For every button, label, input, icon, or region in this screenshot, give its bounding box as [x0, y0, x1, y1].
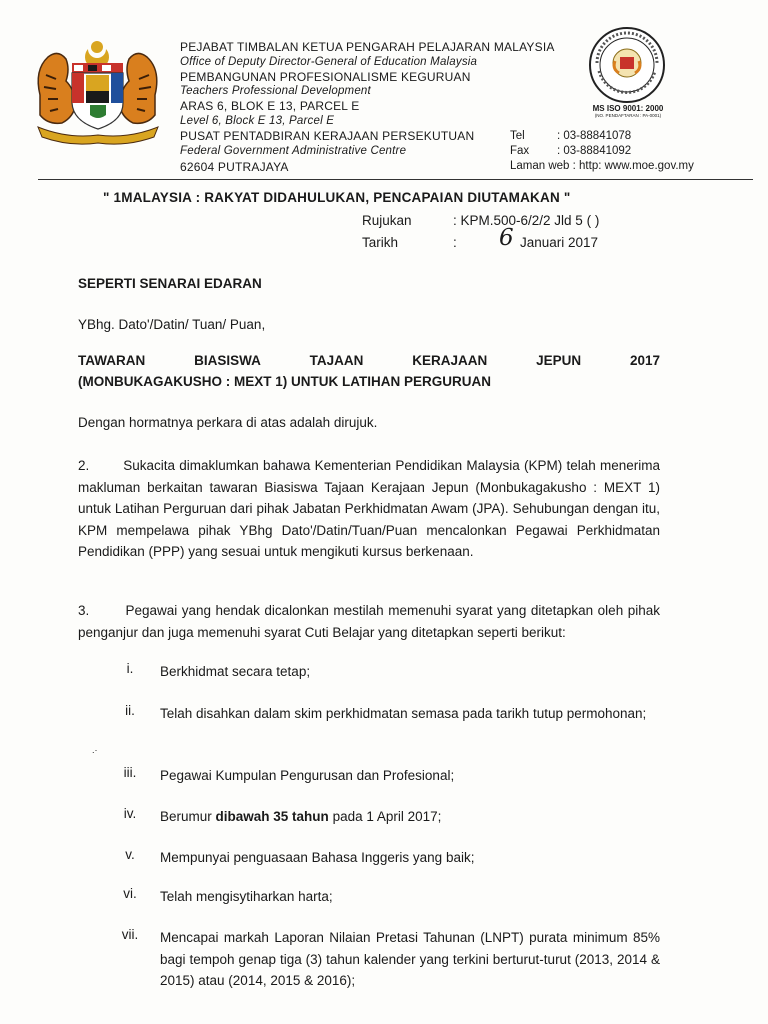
letterhead-divider [38, 179, 753, 180]
paragraph-3: 3. Pegawai yang hendak dicalonkan mestilah memenuhi syarat yang ditetapkan oleh pihak penganjur dan juga memenuhi syarat Cuti Belajar yang ditetapkan seperti berikut: [78, 603, 664, 640]
fax-value: : 03-88841092 [557, 145, 632, 157]
salutation: YBhg. Dato'/Datin/ Tuan/ Puan, [78, 317, 266, 332]
item-text-emphasis: dibawah 35 tahun [215, 809, 329, 824]
item-text: Telah mengisytiharkan harta; [160, 889, 333, 904]
tarikh-colon: : [453, 235, 457, 250]
tel-label: Tel [510, 130, 525, 142]
rujukan-value: : KPM.500-6/2/2 Jld 5 ( ) [453, 213, 600, 228]
item-text: Mempunyai penguasaan Bahasa Inggeris yang baik; [160, 850, 475, 865]
letterhead-line-2: Office of Deputy Director-General of Education Malaysia [180, 56, 478, 68]
letterhead-line-9: 62604 PUTRAJAYA [180, 160, 289, 174]
slogan: " 1MALAYSIA : RAKYAT DIDAHULUKAN, PENCAPAIAN DIUTAMAKAN " [103, 190, 571, 205]
website: Laman web : http: www.moe.gov.my [510, 160, 694, 172]
subject-word: BIASISWA [194, 353, 261, 368]
iso-label: MS ISO 9001: 2000 [592, 104, 664, 113]
letterhead-line-5: ARAS 6, BLOK E 13, PARCEL E [180, 99, 360, 113]
item-number: v. [125, 847, 135, 862]
letterhead-line-3: PEMBANGUNAN PROFESIONALISME KEGURUAN [180, 70, 471, 84]
item-number: ii. [125, 703, 135, 718]
item-text: Telah disahkan dalam skim perkhidmatan semasa pada tarikh tutup permohonan; [160, 706, 647, 721]
letterhead-line-4: Teachers Professional Development [180, 85, 371, 97]
iso-certification-seal-icon [585, 25, 670, 105]
item-number: vi. [123, 886, 137, 901]
scan-speck: .· [92, 745, 98, 755]
recipient: SEPERTI SENARAI EDARAN [78, 276, 262, 291]
iso-registration: (NO. PENDAFTARAN : PA-0001) [594, 113, 662, 119]
tarikh-label: Tarikh [362, 235, 399, 250]
tarikh-day-handwritten: 6 [499, 225, 514, 251]
letterhead-line-6: Level 6, Block E 13, Parcel E [180, 115, 335, 127]
opening-sentence: Dengan hormatnya perkara di atas adalah dirujuk. [78, 415, 378, 430]
malaysia-coat-of-arms-icon [30, 35, 165, 147]
paragraph-2: 2. Sukacita dimaklumkan bahawa Kementerian Pendidikan Malaysia (KPM) telah menerima makluman berkaitan tawaran Biasiswa Tajaan Kerajaan Jepun (Monbukagakusho : MEXT 1) untuk Latihan Perguruan dari pihak Jabatan Perkhidmatan Awam (JPA). Sehubungan dengan itu, KPM mempelawa pihak YBhg Dato'/Datin/Tuan/Puan mencalonkan Pegawai Perkhidmatan Pendidikan (PPP) yang sesuai untuk mengikuti kursus berkenaan. [78, 458, 664, 559]
tarikh-month-year: Januari 2017 [520, 235, 599, 250]
fax-label: Fax [510, 145, 530, 157]
subject-word: KERAJAAN [412, 353, 488, 368]
subject-line-1 [78, 353, 660, 368]
subject-line-2: (MONBUKAGAKUSHO : MEXT 1) UNTUK LATIHAN PERGURUAN [78, 374, 491, 389]
letterhead-line-8: Federal Government Administrative Centre [180, 145, 407, 157]
item-text: Mencapai markah Laporan Nilaian Pretasi Tahunan (LNPT) purata minimum 85% bagi tempoh genap tiga (3) tahun kalender yang terkini berturut-turut (2013, 2014 & 2015) atau (2014, 2015 & 2016); [160, 930, 660, 988]
subject-word: 2017 [629, 353, 660, 368]
tel-value: : 03-88841078 [557, 130, 632, 142]
subject-word: TAWARAN [78, 353, 146, 368]
subject-word: JEPUN [536, 353, 582, 368]
item-number: iii. [123, 765, 137, 780]
item-text-part: pada 1 April 2017; [328, 809, 442, 824]
letterhead-line-7: PUSAT PENTADBIRAN KERAJAAN PERSEKUTUAN [180, 129, 475, 143]
letterhead-line-1: PEJABAT TIMBALAN KETUA PENGARAH PELAJARAN MALAYSIA [180, 40, 555, 54]
item-number: i. [126, 661, 134, 676]
item-number: iv. [123, 806, 137, 821]
item-number: vii. [121, 927, 139, 942]
iso-certification-text [578, 104, 678, 118]
item-text: Pegawai Kumpulan Pengurusan dan Profesional; [160, 768, 455, 783]
item-text: Berkhidmat secara tetap; [160, 664, 311, 679]
item-text-part: Berumur [160, 809, 216, 824]
item-text [160, 806, 660, 828]
rujukan-label: Rujukan [362, 213, 412, 228]
subject-word: TAJAAN [309, 353, 364, 368]
